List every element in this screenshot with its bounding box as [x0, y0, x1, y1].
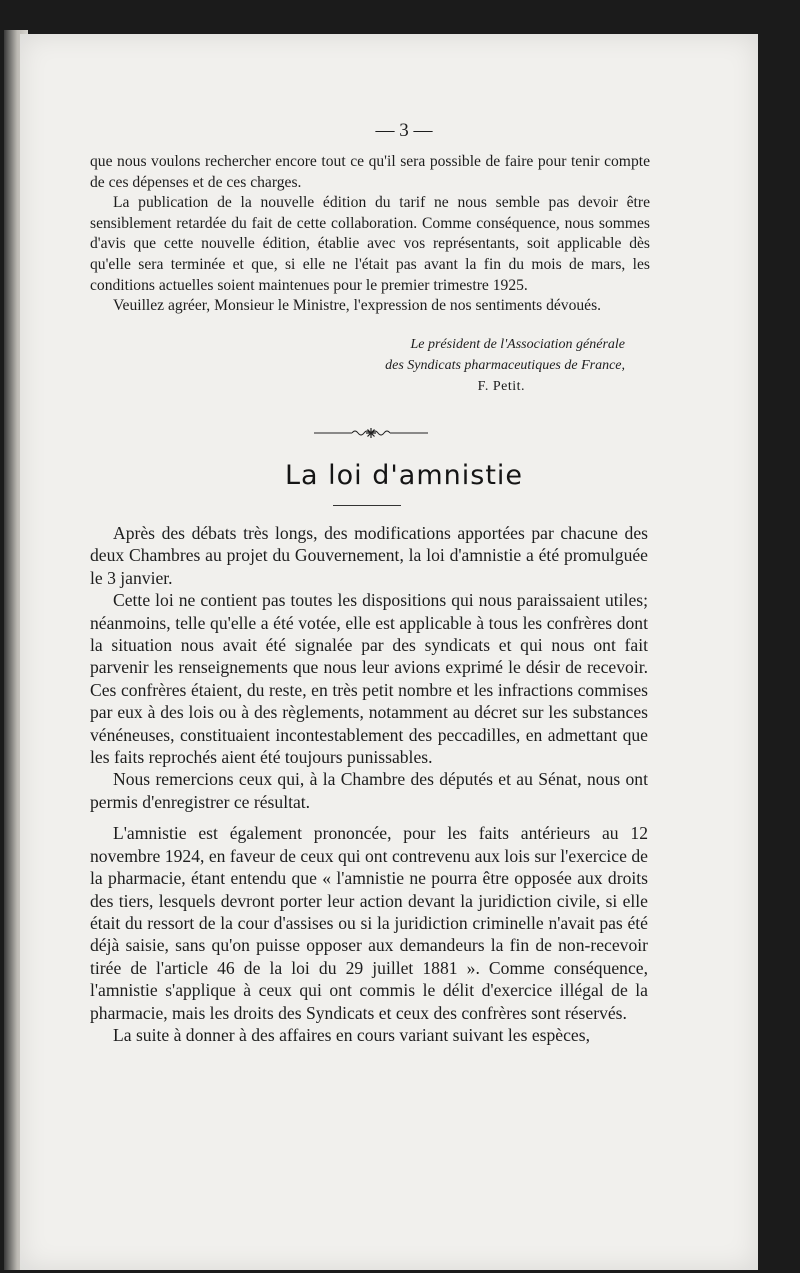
body-paragraph: L'amnistie est également prononcée, pour les faits antérieurs au 12 novembre 1924, en faveur de ceux qui ont contrevenu aux lois sur l'exercice de la pharmacie, étant entendu que « l'amnistie ne pourra être opposée aux droits des tiers, lesquels devront porter leur action devant la juridiction civile, si elle était du ressort de la cour d'assises ou si la juridiction criminelle n'avait pas été déjà saisie, sans qu'on puisse opposer aux demandeurs la fin de non-recevoir tirée de l'article 46 de la loi du 29 juillet 1881 ». Comme conséquence, l'amnistie s'applique à ceux qui ont commis le délit d'exercice illégal de la pharmacie, mais les droits des Syndicats et ceux des confrères sont réservés. [90, 823, 648, 1023]
signature-line: des Syndicats pharmaceutiques de France, [385, 358, 625, 373]
body-paragraph: Après des débats très longs, des modifications apportées par chacune des deux Chambres au projet du Gouvernement, la loi d'amnistie a été promulguée le 3 janvier. [90, 523, 648, 588]
article-body [90, 522, 648, 1046]
page-number: — 3 — [375, 120, 433, 141]
section-title: La loi d'amnistie [284, 460, 524, 491]
intro-paragraph: La publication de la nouvelle édition du tarif ne nous semble pas devoir être sensiblement retardée du fait de cette collaboration. Comme conséquence, nous sommes d'avis que cette nouvelle édition, établie avec vos représentants, soit applicable dès qu'elle sera terminée et que, si elle ne l'était pas avant la fin du mois de mars, les conditions actuelles soient maintenues pour le premier trimestre 1925. [90, 194, 650, 294]
intro-paragraph: Veuillez agréer, Monsieur le Ministre, l'expression de nos sentiments dévoués. [113, 297, 602, 315]
signature-block [320, 334, 625, 397]
body-paragraph: Nous remercions ceux qui, à la Chambre des députés et au Sénat, nous ont permis d'enregistrer ce résultat. [90, 769, 648, 812]
signature-name: F. Petit. [477, 379, 525, 394]
intro-paragraph: que nous voulons rechercher encore tout ce qu'il sera possible de faire pour tenir compte de ces dépenses et de ces charges. [90, 153, 650, 191]
body-paragraph: Cette loi ne contient pas toutes les dispositions qui nous paraissaient utiles; néanmoins, telle qu'elle a été votée, elle est applicable à tous les confrères dont la situation nous avait été signalée par des syndicats et qui nous ont fait parvenir les renseignements que nous leur avions exprimé le désir de recevoir. Ces confrères étaient, du reste, en très petit nombre et les infractions commises par eux à des lois ou à des règlements, notamment au décret sur les substances vénéneuses, constituaient incontestablement des peccadilles, en admettant que les faits reprochés aient été toujours punissables. [90, 590, 648, 768]
ornament-divider-icon [314, 427, 428, 439]
signature-line: Le président de l'Association générale [410, 337, 625, 352]
title-underline [333, 505, 401, 506]
body-paragraph: La suite à donner à des affaires en cours variant suivant les espèces, [113, 1024, 590, 1045]
letter-excerpt [90, 152, 650, 317]
document-page [20, 34, 758, 1270]
